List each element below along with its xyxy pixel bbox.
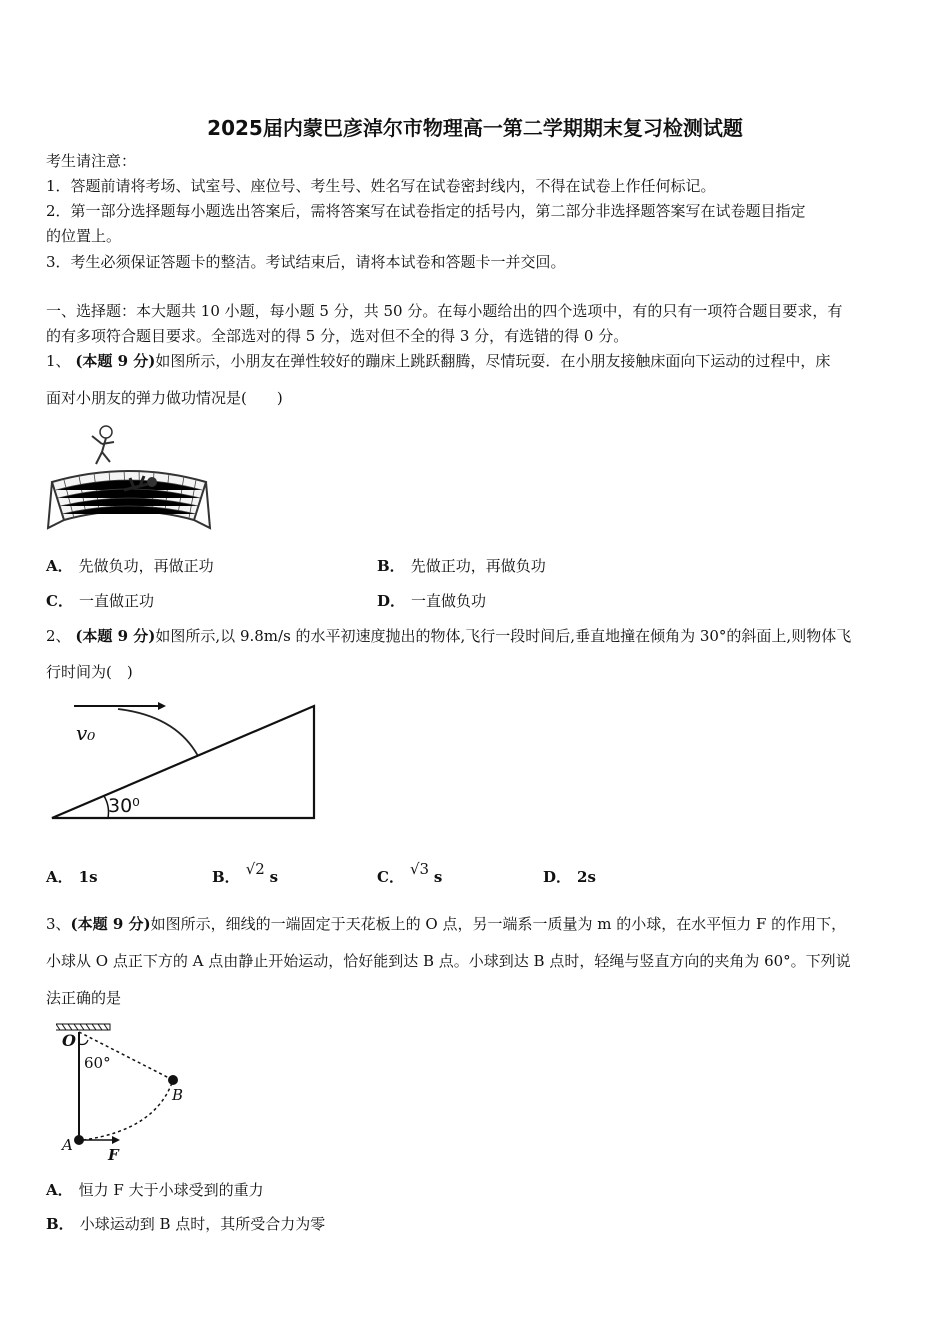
q2-option-a-label: A．: [46, 868, 73, 886]
section-intro-line2: 的有多项符合题目要求。全部选对的得 5 分，选对但不全的得 3 分，有选错的得 0 分。: [46, 327, 629, 345]
q2-score: (本题 9 分): [75, 627, 156, 645]
angle-60-label: 60°: [84, 1054, 111, 1072]
q2-stem-line1: [46, 625, 851, 647]
q2-text: 如图所示,以 9.8m/s 的水平初速度抛出的物体,飞行一段时间后,垂直地撞在倾角为 30°的斜面上,则物体飞: [155, 627, 852, 645]
q1-option-d[interactable]: [377, 590, 486, 612]
notice-item-2-cont: 的位置上。: [46, 227, 122, 245]
q3-option-a[interactable]: [46, 1179, 264, 1201]
q3-option-a-text: 恒力 F 大于小球受到的重力: [78, 1181, 264, 1199]
velocity-label: v₀: [76, 721, 96, 745]
incline-figure: [46, 696, 321, 826]
q3-stem-line1: [46, 913, 846, 935]
notice-item-3: 3．考生必须保证答题卡的整洁。考试结束后，请将本试卷和答题卡一并交回。: [46, 253, 566, 271]
q1-option-b-text: 先做正功，再做负功: [410, 557, 546, 575]
pendulum-figure: [56, 1022, 196, 1162]
q1-option-d-text: 一直做负功: [411, 592, 487, 610]
q1-option-a-text: 先做负功，再做正功: [78, 557, 214, 575]
q2-option-a-text: 1s: [78, 868, 98, 886]
q1-option-a[interactable]: [46, 555, 214, 577]
q2-option-b[interactable]: [212, 860, 279, 888]
q3-number: 3、: [46, 915, 71, 933]
trampoline-figure: [44, 420, 214, 538]
q2-option-b-label: B．: [212, 868, 240, 886]
q1-number: 1、: [46, 352, 71, 370]
q3-option-b-text: 小球运动到 B 点时，其所受合力为零: [79, 1215, 326, 1233]
q1-option-b[interactable]: [377, 555, 546, 577]
point-b-label: B: [172, 1086, 184, 1104]
section-intro-line1: 一、选择题：本大题共 10 小题，每小题 5 分，共 50 分。在每小题给出的四个选项中，有的只有一项符合题目要求，有: [46, 302, 843, 320]
q1-option-c[interactable]: [46, 590, 154, 612]
notice-heading: 考生请注意：: [46, 152, 137, 170]
point-o-label: O: [62, 1031, 76, 1050]
q2-option-c[interactable]: [377, 860, 443, 888]
q2-option-d[interactable]: [543, 866, 596, 888]
q1-option-d-label: D．: [377, 592, 406, 610]
q3-option-b[interactable]: [46, 1213, 325, 1235]
q2-number: 2、: [46, 627, 71, 645]
q2-option-c-unit: s: [433, 868, 443, 886]
notice-item-2: 2．第一部分选择题每小题选出答案后，需将答案写在试卷指定的括号内，第二部分非选择题答案写在试卷题目指定: [46, 202, 806, 220]
q1-stem-line2: 面对小朋友的弹力做功情况是( ): [46, 389, 283, 407]
q1-option-c-text: 一直做正功: [78, 592, 154, 610]
q3-text: 如图所示，细线的一端固定于天花板上的 O 点，另一端系一质量为 m 的小球，在水平恒力 F 的作用下，: [150, 915, 847, 933]
q3-option-b-label: B．: [46, 1215, 74, 1233]
q1-text: 如图所示，小朋友在弹性较好的蹦床上跳跃翻腾，尽情玩耍．在小朋友接触床面向下运动的过程中，床: [155, 352, 831, 370]
q2-option-c-radical: √3: [409, 860, 430, 878]
q2-option-c-label: C．: [377, 868, 404, 886]
q3-stem-line2: 小球从 O 点正下方的 A 点由静止开始运动，恰好能到达 B 点。小球到达 B 点时，轻绳与竖直方向的夹角为 60°。下列说: [46, 952, 851, 970]
q1-option-b-label: B．: [377, 557, 405, 575]
q2-option-d-label: D．: [543, 868, 572, 886]
q2-option-b-radical: √2: [245, 860, 265, 878]
q3-option-a-label: A．: [46, 1181, 73, 1199]
exam-title: 2025届内蒙巴彦淖尔市物理高一第二学期期末复习检测试题: [207, 116, 743, 140]
q1-option-c-label: C．: [46, 592, 73, 610]
q3-stem-line3: 法正确的是: [46, 989, 122, 1007]
q2-stem-line2: 行时间为( ): [46, 663, 133, 681]
point-a-label: A: [62, 1136, 73, 1154]
q1-score: (本题 9 分): [75, 352, 156, 370]
q2-option-b-unit: s: [269, 868, 279, 886]
q2-option-d-text: 2s: [577, 868, 596, 886]
incline-angle-label: 30⁰: [108, 795, 140, 817]
notice-item-1: 1．答题前请将考场、试室号、座位号、考生号、姓名写在试卷密封线内，不得在试卷上作任何标记。: [46, 177, 716, 195]
q3-score: (本题 9 分): [70, 915, 151, 933]
q1-stem-line1: [46, 350, 830, 372]
q2-option-a[interactable]: [46, 866, 98, 888]
q1-option-a-label: A．: [46, 557, 73, 575]
force-f-label: F: [108, 1146, 119, 1162]
